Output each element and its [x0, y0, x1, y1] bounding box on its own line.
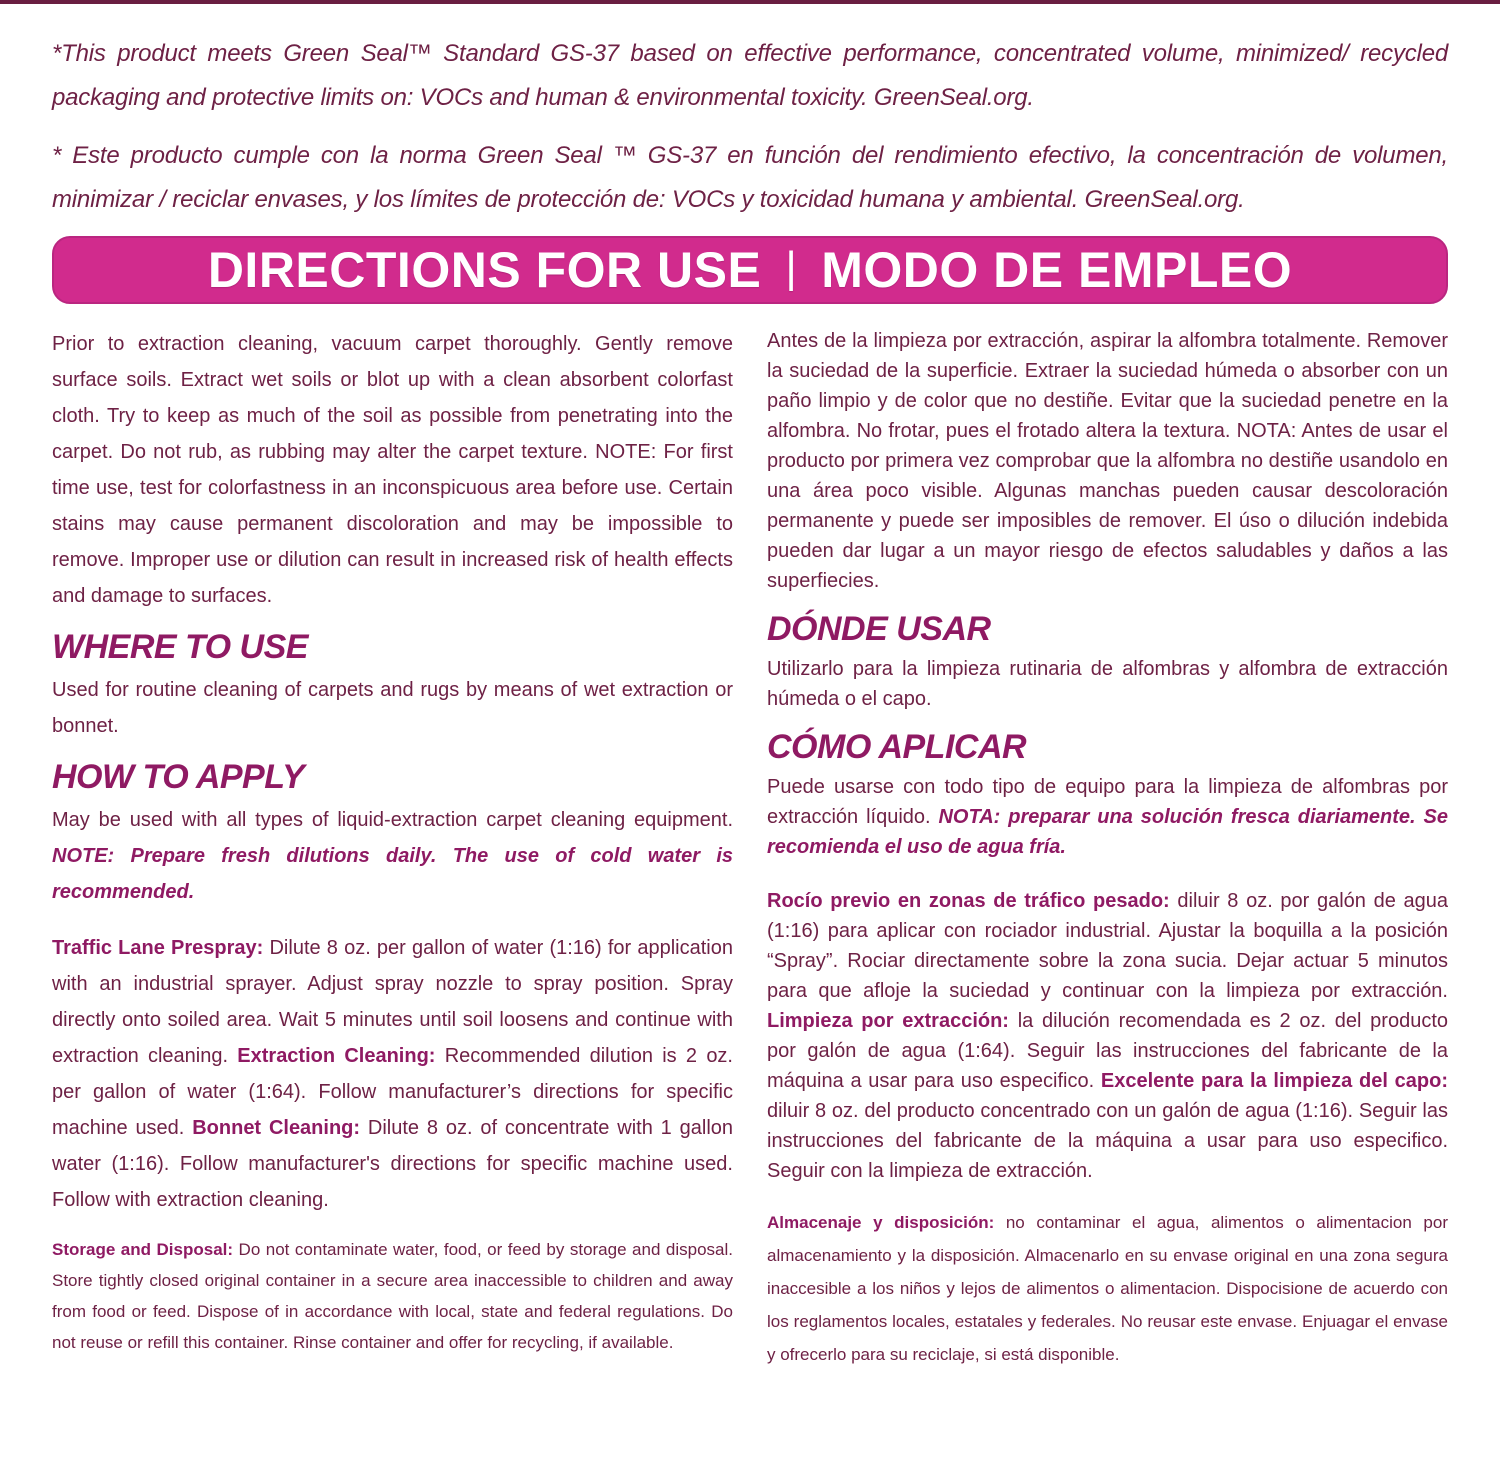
top-border-rule — [0, 0, 1500, 4]
limpieza-extraccion-text: la dilución recomendada es 2 oz. del producto por galón de agua (1:64). Seguir las instrucciones del fabricante de la máquina a usar para uso especifico. — [767, 1010, 1449, 1092]
rocio-previo-label: Rocío previo en zonas de tráfico pesado: — [767, 890, 1178, 912]
directions-banner — [52, 236, 1448, 304]
donde-usar-body: Utilizarlo para la limpieza rutinaria de alfombras y alfombra de extracción húmeda o el capo. — [767, 658, 1448, 710]
intro-paragraph-english: Prior to extraction cleaning, vacuum carpet thoroughly. Gently remove surface soils. Extract wet soils or blot up with a clean absorbent colorfast cloth. Try to keep as much of the soil as possible from penetrating into the carpet. Do not rub, as rubbing may alter the carpet texture. NOTE: For first time use, test for colorfastness in an inconspicuous area before use. Certain stains may cause permanent discoloration and may be impossible to remove. Improper use or dilution can result in increased risk of health effects and damage to surfaces. — [52, 333, 733, 607]
application-paragraph-english — [52, 930, 733, 1218]
como-aplicar-body — [767, 772, 1448, 862]
how-to-apply-heading: HOW TO APPLY — [52, 758, 305, 796]
extraction-cleaning-text: Recommended dilution is 2 oz. per gallon of water (1:64). Follow manufacturer’s directions for specific machine used. — [52, 1045, 733, 1139]
como-aplicar-heading: CÓMO APLICAR — [767, 728, 1027, 766]
como-aplicar-text: Puede usarse con todo tipo de equipo para la limpieza de alfombras por extracción líquido. — [767, 776, 1448, 828]
storage-disposal-label: Storage and Disposal: — [52, 1240, 239, 1259]
directions-columns — [52, 326, 1448, 1371]
intro-paragraph-spanish: Antes de la limpieza por extracción, aspirar la alfombra totalmente. Remover la suciedad de la superficie. Extraer la suciedad húmeda o absorber con un paño limpio y de color que no destiñe. Evitar que la suciedad penetre en la alfombra. No frotar, pues el frotado altera la textura. NOTA: Antes de usar el producto por primera vez comprobar que la alfombra no destiñe usandolo en una área poco visible. Algunas manchas pueden causar descoloración permanente y puede ser imposibles de remover. El úso o dilución indebida pueden dar lugar a un mayor riesgo de efectos saludables y daños a las superfiecies. — [767, 330, 1448, 592]
application-paragraph-spanish — [767, 886, 1448, 1186]
bonnet-cleaning-label: Bonnet Cleaning: — [192, 1117, 368, 1139]
limpieza-capo-text: diluir 8 oz. del producto concentrado con un galón de agua (1:16). Seguir las instrucciones del fabricante de la máquina a usar para uso especifico. Seguir con la limpieza de extracción. — [767, 1100, 1448, 1182]
limpieza-capo-label: Excelente para la limpieza del capo: — [1100, 1070, 1448, 1092]
how-to-apply-note: NOTE: Prepare fresh dilutions daily. The use of cold water is recommended. — [52, 845, 733, 903]
storage-disposal-text: Do not contaminate water, food, or feed by storage and disposal. Store tightly closed original container in a secure area inaccessible to children and away from food or feed. Dispose of in accordance with local, state and federal regulations. Do not reuse or refill this container. Rinse container and offer for recycling, if available. — [52, 1240, 734, 1352]
banner-title-spanish: MODO DE EMPLEO — [821, 242, 1293, 298]
traffic-lane-prespray-text: Dilute 8 oz. per gallon of water (1:16) for application with an industrial sprayer. Adjust spray nozzle to spray position. Spray directly onto soiled area. Wait 5 minutes until soil loosens and continue with extraction cleaning. — [52, 937, 733, 1067]
banner-title-english: DIRECTIONS FOR USE — [207, 242, 762, 298]
storage-disposal-paragraph — [52, 1234, 733, 1358]
como-aplicar-nota: NOTA: preparar una solución fresca diariamente. Se recomienda el uso de agua fría. — [767, 806, 1448, 858]
how-to-apply-text: May be used with all types of liquid-extraction carpet cleaning equipment. — [52, 809, 733, 831]
how-to-apply-body — [52, 802, 733, 910]
spanish-column — [767, 326, 1448, 1371]
traffic-lane-prespray-label: Traffic Lane Prespray: — [52, 937, 270, 959]
green-seal-note-english: *This product meets Green Seal™ Standard GS-37 based on effective performance, concentrated volume, minimized/ recycled packaging and protective limits on: VOCs and human & environmental toxicity. GreenSeal.org. — [52, 40, 1448, 111]
almacenaje-paragraph — [767, 1206, 1448, 1371]
rocio-previo-text: diluir 8 oz. por galón de agua (1:16) para aplicar con rociador industrial. Ajustar la boquilla a la posición “Spray”. Rociar directamente sobre la zona sucia. Dejar actuar 5 minutos para que afloje la suciedad y continuar con la limpieza por extracción. — [767, 890, 1448, 1002]
almacenaje-label: Almacenaje y disposición: — [767, 1213, 1006, 1232]
banner-divider: | — [785, 243, 798, 292]
limpieza-extraccion-label: Limpieza por extracción: — [767, 1010, 1018, 1032]
almacenaje-text: no contaminar el agua, alimentos o alimentacion por almacenamiento y la disposición. Almacenarlo en su envase original en una zona segura inaccesible a los niños y lejos de alimentos o alimentacion. Dispocisione de acuerdo con los reglamentos locales, estatales y federales. No reusar este envase. Enjuagar el envase y ofrecerlo para su reciclaje, si está disponible. — [767, 1213, 1448, 1364]
extraction-cleaning-label: Extraction Cleaning: — [237, 1045, 445, 1067]
bonnet-cleaning-text: Dilute 8 oz. of concentrate with 1 gallon water (1:16). Follow manufacturer's directions for specific machine used. Follow with extraction cleaning. — [52, 1117, 734, 1211]
donde-usar-heading: DÓNDE USAR — [767, 610, 991, 648]
green-seal-note-spanish: * Este producto cumple con la norma Green Seal ™ GS-37 en función del rendimiento efectivo, la concentración de volumen, minimizar / reciclar envases, y los límites de protección de: VOCs y toxicidad humana y ambiental. GreenSeal.org. — [52, 142, 1448, 213]
where-to-use-body: Used for routine cleaning of carpets and rugs by means of wet extraction or bonnet. — [52, 679, 733, 737]
english-column — [52, 326, 733, 1371]
where-to-use-heading: WHERE TO USE — [52, 628, 308, 666]
